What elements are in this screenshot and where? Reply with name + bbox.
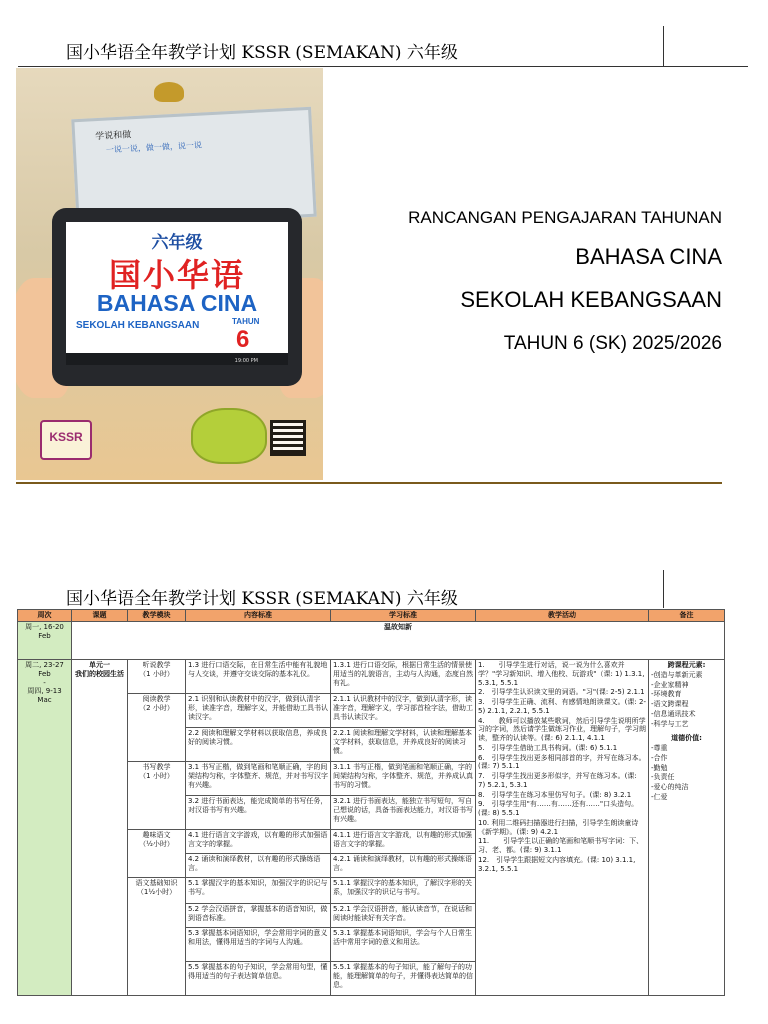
title-line-1: RANCANGAN PENGAJARAN TAHUNAN — [408, 208, 722, 227]
module-cell: 语文基础知识 （1½小时） — [128, 878, 186, 996]
crest-icon — [154, 82, 184, 102]
col-header-notes: 备注 — [649, 610, 725, 622]
learning-standard-cell: 5.3.1 掌握基本词语知识，学会与个人日常生活中常用字词的意义和用法。 — [331, 928, 476, 962]
title-line-4: TAHUN 6 (SK) 2025/2026 — [503, 333, 722, 354]
cover-grade: 六年级 — [151, 233, 203, 253]
notes-item: -创造与革新元素 — [651, 670, 703, 679]
review-cell: 温故知新 — [72, 622, 725, 660]
notes-heading: 道德价值: — [671, 734, 702, 743]
table-row — [18, 660, 725, 694]
notes-item: -爱心的纯洁 — [651, 783, 689, 791]
col-header-module: 教学模块 — [128, 610, 186, 622]
table-row — [18, 622, 725, 660]
page2-header-title: 国小华语全年教学计划 KSSR (SEMAKAN) 六年级 — [66, 589, 458, 609]
notes-item: -企业家精神 — [651, 680, 689, 689]
teaching-plan-table — [17, 609, 725, 996]
module-cell: 听说教学 （1 小时） — [128, 660, 186, 694]
cover-rule — [16, 482, 722, 484]
learning-standard-cell: 5.2.1 学会汉语拼音，能认读音节，在说话和阅读时能读好有关字音。 — [331, 904, 476, 928]
content-standard-cell: 4.2 诵读和演绎教材，以有趣的形式操练语言。 — [186, 854, 331, 878]
notes-item: -尊重 — [651, 744, 668, 752]
page2-header-divider — [663, 570, 664, 608]
content-standard-cell: 3.2 进行书面表达，能完成简单的书写任务，对汉语书写有兴趣。 — [186, 796, 331, 830]
col-header-content-standard: 内容标准 — [186, 610, 331, 622]
title-line-3: SEKOLAH KEBANGSAAN — [460, 287, 722, 312]
activity-item: 6. 引导学生找出更多相同部首的字，并写在练习本。(课: 7) 5.1.1 — [478, 753, 646, 771]
learning-standard-cell: 4.2.1 诵读和演绎教材，以有趣的形式操练语言。 — [331, 854, 476, 878]
notes-item: -勤勉 — [651, 763, 668, 772]
learning-standard-cell: 4.1.1 进行语言文字游戏，以有趣的形式加强语言文字的掌握。 — [331, 830, 476, 854]
activity-item: 11. 引导学生以正确的笔画和笔顺书写字词：下、习、老、都。(课: 9) 3.1.1 — [478, 837, 644, 854]
kssr-logo-text: KSSR — [49, 430, 83, 444]
mouse-illustration — [191, 408, 267, 464]
cover-year-number: 6 — [236, 326, 250, 353]
activities-cell — [476, 660, 649, 996]
title-line-2: BAHASA CINA — [575, 244, 722, 269]
notes-cell — [649, 660, 725, 996]
topic-cell: 单元一 我们的校园生活 — [72, 660, 128, 996]
notes-item: -科学与工艺 — [651, 719, 689, 728]
tablet-screen — [66, 222, 288, 365]
notes-item: -负责任 — [651, 773, 675, 782]
learning-standard-cell: 5.1.1 掌握汉字的基本知识，了解汉字形的关系，加强汉字的识记与书写。 — [331, 878, 476, 904]
learning-standard-cell: 2.2.1 阅读和理解文学材料，认读和理解基本文学材料，获取信息，并养成良好的阅读习惯。 — [331, 728, 476, 762]
learning-standard-cell: 1.3.1 进行口语交际，根据日常生活的情景使用适当的礼貌语言，主动与人沟通，态度自然有礼。 — [331, 660, 476, 694]
tablet-status-bar — [66, 353, 288, 365]
table-header-row — [18, 610, 725, 622]
col-header-activities: 教学活动 — [476, 610, 649, 622]
notes-item: -信息通讯技术 — [651, 709, 696, 718]
activity-item: 5. 引导学生借助工具书构词。(课: 6) 5.1.1 — [478, 743, 618, 752]
cover-title-bc: BAHASA CINA — [96, 290, 258, 316]
content-standard-cell: 1.3 进行口语交际，在日常生活中能有礼貌地与人交谈，并遵守交谈交际的基本礼仪。 — [186, 660, 331, 694]
activity-item: 3. 引导学生正确、流利、有感情地朗读课文。(课: 2-5) 2.1.1, 2.2.1, 5.5.1 — [478, 698, 646, 715]
status-time: 19:00 PM — [234, 358, 258, 364]
cover-tahun: TAHUN — [232, 317, 260, 326]
notes-item: -合作 — [651, 753, 668, 762]
cover-title-cn: 国小华语 — [108, 256, 245, 294]
learning-standard-cell: 3.1.1 书写正楷，做到笔画和笔顺正确，字的间架结构匀称，字体整齐、规范，并养成认真书写的习惯。 — [331, 762, 476, 796]
module-cell: 阅读教学 （2 小时） — [128, 694, 186, 762]
kssr-logo — [40, 420, 92, 460]
activity-item: 1. 引导学生进行对话，说一说为什么喜欢并学？"学习新知识、增入他校、玩游戏"（课: 1) 1.3.1, 5.3.1, 5.5.1 — [478, 661, 645, 687]
content-standard-cell: 2.1 识别和认读教材中的汉字，做到认清字形，读准字音，理解字义，并能借助工具书认读汉字。 — [186, 694, 331, 728]
notes-item: -环境教育 — [651, 690, 682, 699]
book-cover-image — [16, 68, 323, 480]
page-header-title: 国小华语全年教学计划 KSSR (SEMAKAN) 六年级 — [66, 43, 458, 63]
activity-item: 7. 引导学生找出更多形似字，并写在练习本。(课: 7) 5.2.1, 5.3.1 — [478, 772, 637, 789]
content-standard-cell: 2.2 阅读和理解文学材料以获取信息，养成良好的阅读习惯。 — [186, 728, 331, 762]
content-standard-cell: 5.3 掌握基本词语知识，学会常用字词的意义和用法，懂得用适当的字词与人沟通。 — [186, 928, 331, 962]
notes-heading: 跨课程元素: — [667, 661, 706, 669]
activity-item: 4. 教师可以播放某些歌词，然后引导学生说明所学习的字词，然后请学生做练习作业，理解句子，学习朗读，整齐的认读等。(课: 6) 2.1.1, 4.1.1 — [478, 716, 646, 742]
header-divider — [663, 26, 664, 66]
activity-item: 10. 利用二维码扫描器进行扫描，引导学生朗读童诗《新学期》。(课: 9) 4.2.1 — [478, 818, 639, 836]
activity-item: 2. 引导学生认识读文里的词语。"习"(课: 2-5) 2.1.1 — [478, 688, 645, 697]
content-standard-cell: 3.1 书写正楷，做到笔画和笔顺正确，字的间架结构匀称，字体整齐、规范，并对书写汉字有兴趣。 — [186, 762, 331, 796]
module-cell: 趣味语文 （½小时） — [128, 830, 186, 878]
content-standard-cell: 5.1 掌握汉字的基本知识，加强汉字的识记与书写。 — [186, 878, 331, 904]
col-header-learning-standard: 学习标准 — [331, 610, 476, 622]
module-cell: 书写教学 （1 小时） — [128, 762, 186, 830]
cover-subtitle: SEKOLAH KEBANGSAAN — [76, 320, 200, 331]
activity-item: 9. 引导学生用"有……有……还有……"口头造句。(课: 8) 5.5.1 — [478, 800, 639, 817]
tablet-illustration — [52, 208, 302, 386]
content-standard-cell: 5.5 掌握基本的句子知识，学会常用句型，懂得用适当的句子表达简单信息。 — [186, 962, 331, 996]
board-heading: 学说和做 — [94, 130, 132, 143]
header-rule — [18, 66, 748, 67]
learning-standard-cell: 2.1.1 认识教材中的汉字，做到认清字形，读准字音，理解字义，学习部首检字法，借助工具书认读汉字。 — [331, 694, 476, 728]
week-cell: 周一, 16-20 Feb — [18, 622, 72, 660]
content-standard-cell: 4.1 进行语言文字游戏，以有趣的形式加强语言文字的掌握。 — [186, 830, 331, 854]
content-standard-cell: 5.2 学会汉语拼音，掌握基本的语音知识，做到语音标准。 — [186, 904, 331, 928]
activity-item: 12. 引导学生跟据短文内容填充。(课: 10) 3.1.1, 3.2.1, 5.5.1 — [478, 855, 636, 873]
week-cell: 周二, 23-27 Feb - 周四, 9-13 Mac — [18, 660, 72, 996]
learning-standard-cell: 5.5.1 掌握基本的句子知识，能了解句子的功能，能理解简单的句子，并懂得表达简单的信息。 — [331, 962, 476, 996]
qr-code-icon — [270, 420, 306, 456]
notes-item: -仁爱 — [651, 792, 668, 801]
activity-item: 8. 引导学生在练习本里仿写句子。(课: 8) 3.2.1 — [478, 790, 632, 799]
board-line: 一说一说，做一做，说一说 — [105, 140, 203, 155]
learning-standard-cell: 3.2.1 进行书面表达，能独立书写短句，写自己想说的话，具备书面表达能力，对汉语书写有兴趣。 — [331, 796, 476, 830]
notes-item: -语文跨课程 — [651, 700, 689, 708]
col-header-week: 周次 — [18, 610, 72, 622]
col-header-topic: 课题 — [72, 610, 128, 622]
